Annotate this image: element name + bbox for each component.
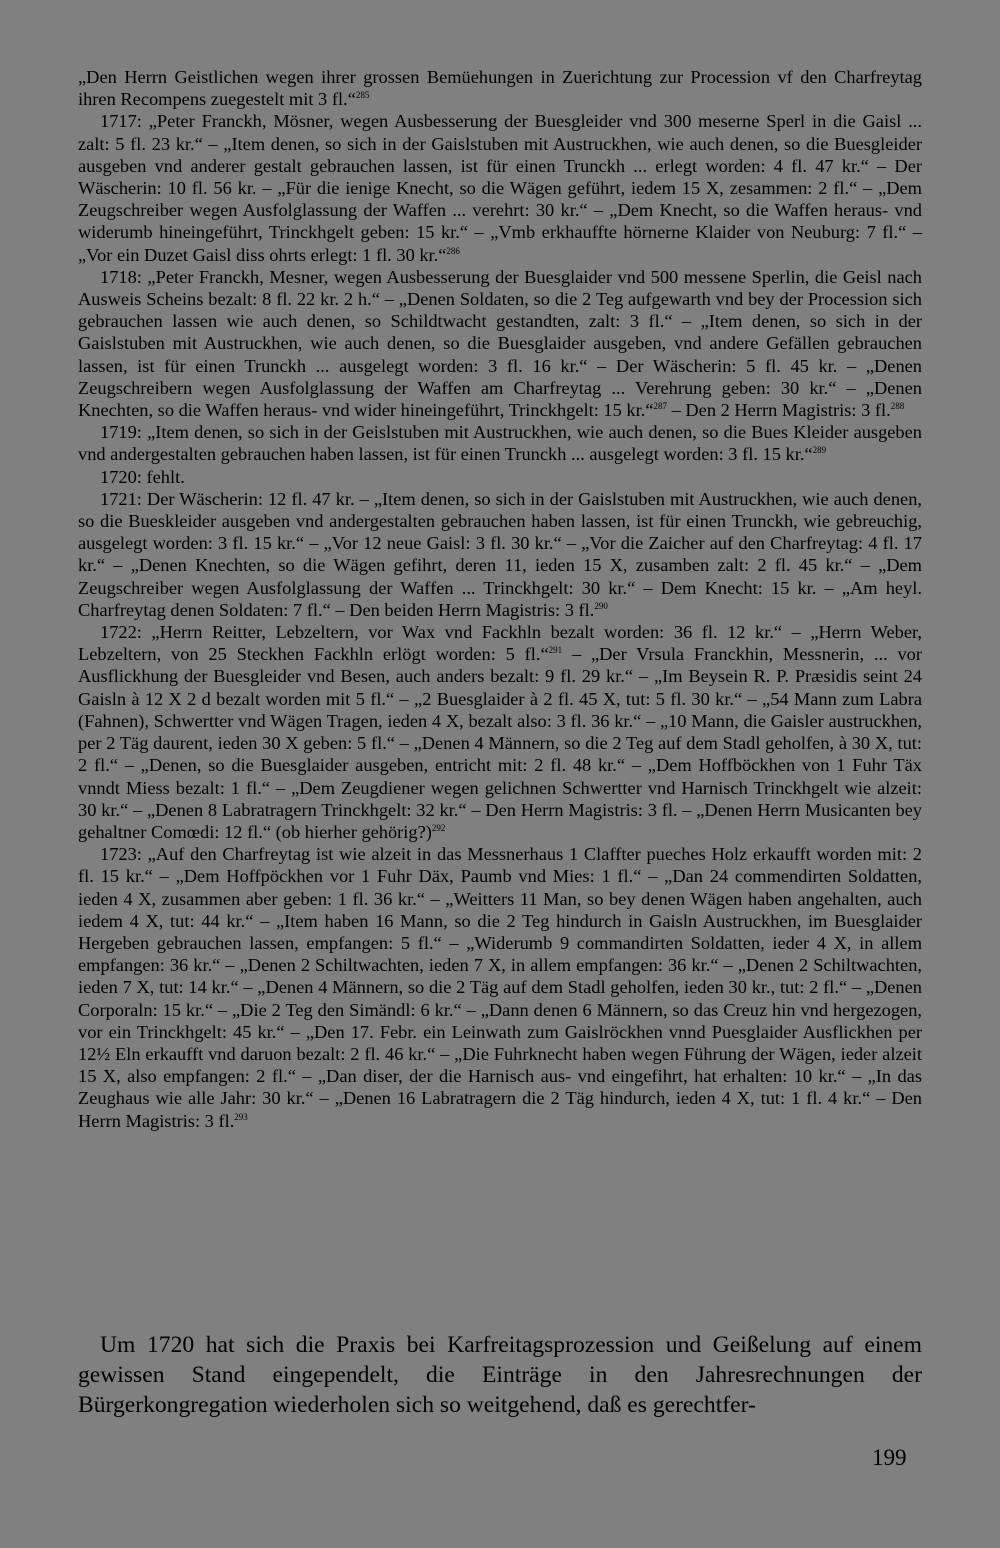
footnote-reference: 291 <box>548 645 563 656</box>
entry-1720: 1720: fehlt. <box>100 466 185 487</box>
quote-paragraph: „Den Herrn Geistlichen wegen ihrer grossen Bemüehungen in Zuerichtung zur Procession vf den Charfreytag ihren Recompens zuegestelt mit 3 fl.“$^{285}$ <box>78 67 922 110</box>
footnote-reference: 290 <box>594 600 608 611</box>
entry-1717: 1717: „Peter Franckh, Mösner, wegen Ausbesserung der Buesgleider vnd 300 meserne Sperl in die Gaisl ... zalt: 5 fl. 23 kr.“ – „Item denen, so sich in der Gaislstuben mit Austruckhen, wie auch denen, so die Buesgleider ausgeben vnd anderer gestalt gebrauchen lassen, ist für einen Trunckh ... erlegt worden: 4 fl. 47 kr.“ – Der Wäscherin: 10 fl. 56 kr. – „Für die ienige Knecht, so die Wägen geführt, iedem 15 X, zesammen: 2 fl.“ – „Dem Zeugschreiber wegen Ausfolglassung der Waffen ... verehrt: 30 kr.“ – „Dem Knecht, so die Waffen heraus- vnd widerumb hineingeführt, Trinckhgelt geben: 15 kr.“ – „Vmb erkhauffte hörnerne Klaider von Neuburg: 7 fl.“ – „Vor ein Duzet Gaisl diss ohrts erlegt: 1 fl. 30 kr.“$^{286}$ <box>78 111 922 265</box>
entry-1723: 1723: „Auf den Charfreytag ist wie alzeit in das Messnerhaus 1 Claffter pueches Holz erkaufft worden mit: 2 fl. 15 kr.“ – „Dem Hoffpöckhen vor 1 Fuhr Däx, Paumb vnd Mies: 1 fl.“ – „Dan 24 commendirten Soldatten, ieden 4 X, zusammen aber geben: 1 fl. 36 kr.“ – „Weitters 11 Man, so bey denen Wägen haben angehalten, auch iedem 4 X, tut: 44 kr.“ – „Item haben 16 Mann, so die 2 Teg hindurch in Gaisln Austruckhen, im Buesglaider Hergeben gebrauchen lassen, empfangen: 5 fl.“ – „Widerumb 9 commandirten Soldatten, ieder 4 X, in allem empfangen: 36 kr.“ – „Denen 2 Schiltwachten, ieden 7 X, in allem empfangen: 36 kr.“ – „Denen 2 Schiltwachten, ieden 7 X, tut: 14 kr.“ – „Denen 4 Männern, so die 2 Täg auf dem Stadl geholfen, ieden 30 kr., tut: 2 fl.“ – „Denen Corporaln: 15 kr.“ – „Die 2 Teg den Simändl: 6 kr.“ – „Dann denen 6 Männern, so das Creuz hin vnd hergezogen, vor ein Trinckhgelt: 45 kr.“ – „Den 17. Febr. ein Leinwath zum Gaislröckhen vnnd Puesglaider Ausflickhen per 12½ Eln erkaufft vnd daruon bezalt: 2 fl. 46 kr.“ – „Die Fuhrknecht haben wegen Führung der Wägen, ieder alzeit 15 X, also empfangen: 2 fl.“ – „Dan diser, der die Harnisch aus- vnd eingefihrt, hat erhalten: 10 kr.“ – „In das Zeughaus wie alle Jahr: 30 kr.“ – „Denen 16 Labratragern die 2 Täg hindurch, ieden 4 X, tut: 1 fl. 4 kr.“ – Den Herrn Magistris: 3 fl.$^{293}$ <box>78 844 922 1131</box>
quotation-block <box>78 66 922 1132</box>
entry-1722: 1722: „Herrn Reitter, Lebzeltern, vor Wax vnd Fackhln bezalt worden: 36 fl. 12 kr.“ – „Herrn Weber, Lebzeltern, von 25 Steckhen Fackhln erlögt worden: 5 fl.“$^{291}$ – „Der Vrsula Franckhin, Messnerin, ... vor Ausflickhung der Buesgleider vnd Besen, auch anders bezalt: 9 fl. 29 kr.“ – „Im Beysein R. P. Præsidis seint 24 Gaisln à 12 X 2 d bezalt worden mit 5 fl.“ – „2 Buesglaider à 2 fl. 45 X, tut: 5 fl. 30 kr.“ – „54 Mann zum Labra (Fahnen), Schwertter vnd Wägen Tragen, ieden 4 X, bezalt also: 3 fl. 36 kr.“ – „10 Mann, die Gaisler austruckhen, per 2 Täg daurent, ieden 30 X geben: 5 fl.“ – „Denen 4 Männern, so die 2 Teg auf dem Stadl geholfen, à 30 X, tut: 2 fl.“ – „Denen, so die Buesglaider ausgeben, entricht mit: 2 fl. 48 kr.“ – „Dem Hoffböckhen von 1 Fuhr Täx vnndt Miess bezalt: 1 fl.“ – „Dem Zeugdiener wegen gelichnen Schwertter vnd Harnisch Trinckhgelt wie alzeit: 30 kr.“ – „Denen 8 Labratragern Trinckhgelt: 32 kr.“ – Den Herrn Magistris: 3 fl. – „Denen Herrn Musicanten bey gehaltner Comœdi: 12 fl.“ (ob hierher gehörig?)$^{292}$ <box>78 622 923 842</box>
footnote-reference: 293 <box>234 1111 248 1122</box>
footnote-reference: 285 <box>355 90 370 101</box>
entry-1719: 1719: „Item denen, so sich in der Geislstuben mit Austruckhen, wie auch denen, so die Bues Kleider ausgeben vnd andergestalten gebrauchen haben lassen, ist für einen Trunckh ... ausgelegt worden: 3 fl. 15 kr.“$^{289}$ <box>78 422 922 465</box>
entry-1721: 1721: Der Wäscherin: 12 fl. 47 kr. – „Item denen, so sich in der Gaislstuben mit Austruckhen, wie auch denen, so die Bueskleider ausgeben vnd andergestalten gebrauchen haben lassen, ist für einen Trunckh, wie gebreuchig, ausgelegt worden: 3 fl. 15 kr.“ – „Vor 12 neue Gaisl: 3 fl. 30 kr.“ – „Vor die Zaicher auf den Charfreytag: 4 fl. 17 kr.“ – „Denen Knechten, so die Wägen gefihrt, deren 11, ieden 15 X, zusamben zalt: 2 fl. 45 kr.“ – „Dem Zeugschreiber wegen Ausfolglassung der Waffen ... Trinckhgelt: 30 kr.“ – Dem Knecht: 15 kr. – „Am heyl. Charfreytag denen Soldaten: 7 fl.“ – Den beiden Herrn Magistris: 3 fl.$^{290}$ <box>78 488 922 620</box>
body-paragraph <box>78 1330 922 1420</box>
footnote-reference: 292 <box>431 822 446 833</box>
page-number: 199 <box>872 1445 907 1470</box>
entry-1718: 1718: „Peter Franckh, Mesner, wegen Ausbesserung der Buesglaider vnd 500 messene Sperlin, die Geisl nach Ausweis Scheins bezalt: 8 fl. 22 kr. 2 h.“ – „Denen Soldaten, so die 2 Teg aufgewarth vnd bey der Procession sich gebrauchen lassen wie auch denen, so Schildtwacht gestandten, zalt: 3 fl.“ – „Item denen, so sich in der Gaislstuben mit Austruckhen, wie auch denen, so die Buesglaider ausgeben, vnd andere Gefällen gebrauchen lassen, ist für einen Trunckh ... ausgelegt worden: 3 fl. 16 kr.“ – Der Wäscherin: 5 fl. 45 kr. – „Denen Zeugschreibern wegen Ausfolglassung der Waffen am Charfreytag ... Verehrung geben: 30 kr.“ – „Denen Knechten, so die Waffen heraus- vnd wider hineingeführt, Trinckhgelt: 15 kr.“$^{287}$ – Den 2 Herrn Magistris: 3 fl.$^{288}$ <box>78 266 922 421</box>
footnote-reference: 287 <box>653 401 667 412</box>
footnote-reference: 288 <box>890 401 905 412</box>
body-text: Um 1720 hat sich die Praxis bei Karfreitagsprozession und Geißelung auf einem gewissen Stand eingependelt, die Einträge in den Jahresrechnungen der Bürgerkongregation wiederholen sich so weitgehend, daß es gerechtfer- <box>78 1332 922 1418</box>
footnote-reference: 289 <box>812 445 827 456</box>
footnote-reference: 286 <box>446 245 460 256</box>
